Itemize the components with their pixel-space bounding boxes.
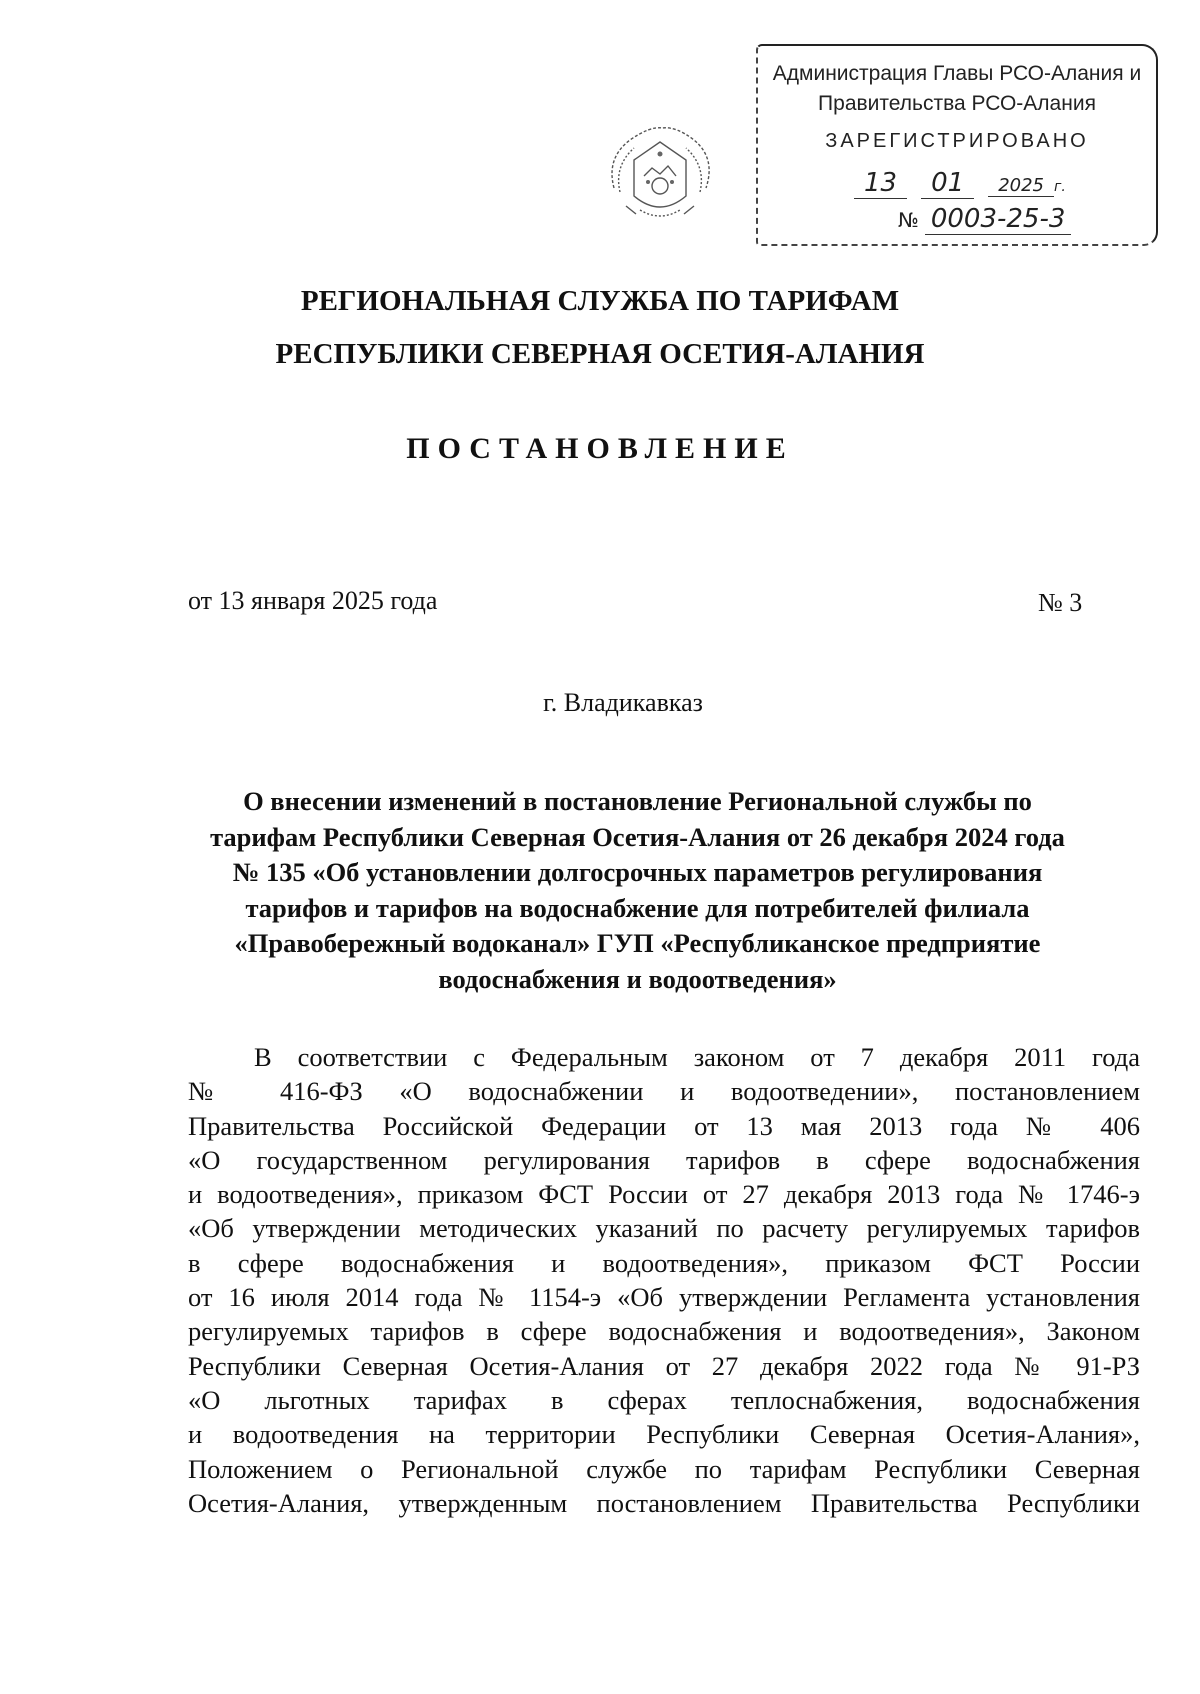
registration-stamp [756, 44, 1158, 246]
org-name-line1: РЕГИОНАЛЬНАЯ СЛУЖБА ПО ТАРИФАМ [300, 285, 900, 317]
document-number: № 3 [1038, 588, 1083, 617]
stamp-year-suffix: г. [1054, 179, 1066, 195]
body-line: «Об утверждении методических указаний по расчету регулируемых тарифов [188, 1213, 1140, 1244]
stamp-number-row [898, 204, 1071, 234]
body-line: от 16 июля 2014 года № 1154-э «Об утверждении Регламента установления [188, 1282, 1140, 1313]
body-line: и водоотведения», приказом ФСТ России от 27 декабря 2013 года № 1746-э [188, 1179, 1140, 1210]
title-line: О внесении изменений в постановление Региональной службы по [243, 786, 1032, 816]
document-date: от 13 января 2025 года [188, 586, 438, 615]
document-type: ПОСТАНОВЛЕНИЕ [406, 432, 794, 465]
document-title [185, 784, 1090, 997]
stamp-year: 2025 [988, 175, 1054, 197]
org-name-line2: РЕСПУБЛИКИ СЕВЕРНАЯ ОСЕТИЯ-АЛАНИЯ [275, 338, 925, 370]
stamp-org-line2: Правительства РСО-Алания [818, 92, 1096, 115]
body-line: в сфере водоснабжения и водоотведения», приказом ФСТ России [188, 1247, 1140, 1278]
body-line: Осетия-Алания, утвержденным постановлением Правительства Республики [188, 1487, 1140, 1518]
stamp-number-label: № [898, 208, 919, 232]
body-line: регулируемых тарифов в сфере водоснабжения и водоотведения», Законом [188, 1316, 1140, 1347]
stamp-day: 13 [854, 168, 907, 199]
body-line: «О государственном регулирования тарифов в сфере водоснабжения [188, 1144, 1140, 1175]
stamp-number: 0003-25-3 [925, 204, 1072, 235]
document-city: г. Владикавказ [543, 688, 703, 717]
title-line: водоснабжения и водоотведения» [438, 963, 837, 994]
body-line: Правительства Российской Федерации от 13 мая 2013 года № 406 [188, 1110, 1140, 1141]
title-line: тарифов и тарифов на водоснабжение для потребителей филиала [245, 892, 1030, 923]
stamp-org-line1: Администрация Главы РСО-Алания и [772, 62, 1142, 85]
body-line: № 416-ФЗ «О водоснабжении и водоотведении», постановлением [188, 1076, 1140, 1107]
coat-of-arms-emblem [600, 118, 720, 234]
body-line: «О льготных тарифах в сферах теплоснабжения, водоснабжения [188, 1384, 1140, 1415]
title-line: № 135 «Об установлении долгосрочных параметров регулирования [232, 857, 1043, 887]
stamp-registered: ЗАРЕГИСТРИРОВАНО [825, 130, 1089, 152]
body-line: и водоотведения на территории Республики Северная Осетия-Алания», [188, 1419, 1140, 1450]
body-line: Республики Северная Осетия-Алания от 27 декабря 2022 года № 91-РЗ [188, 1350, 1140, 1381]
body-line: В соответствии с Федеральным законом от 7 декабря 2011 года [254, 1042, 1140, 1072]
title-line: тарифам Республики Северная Осетия-Алания от 26 декабря 2024 года [210, 821, 1065, 852]
title-line: «Правобережный водоканал» ГУП «Республиканское предприятие [234, 928, 1041, 958]
stamp-date [854, 168, 1066, 199]
document-body [188, 1040, 1140, 1520]
stamp-month: 01 [921, 168, 974, 199]
body-line: Положением о Региональной службе по тарифам Республики Северная [188, 1453, 1140, 1484]
